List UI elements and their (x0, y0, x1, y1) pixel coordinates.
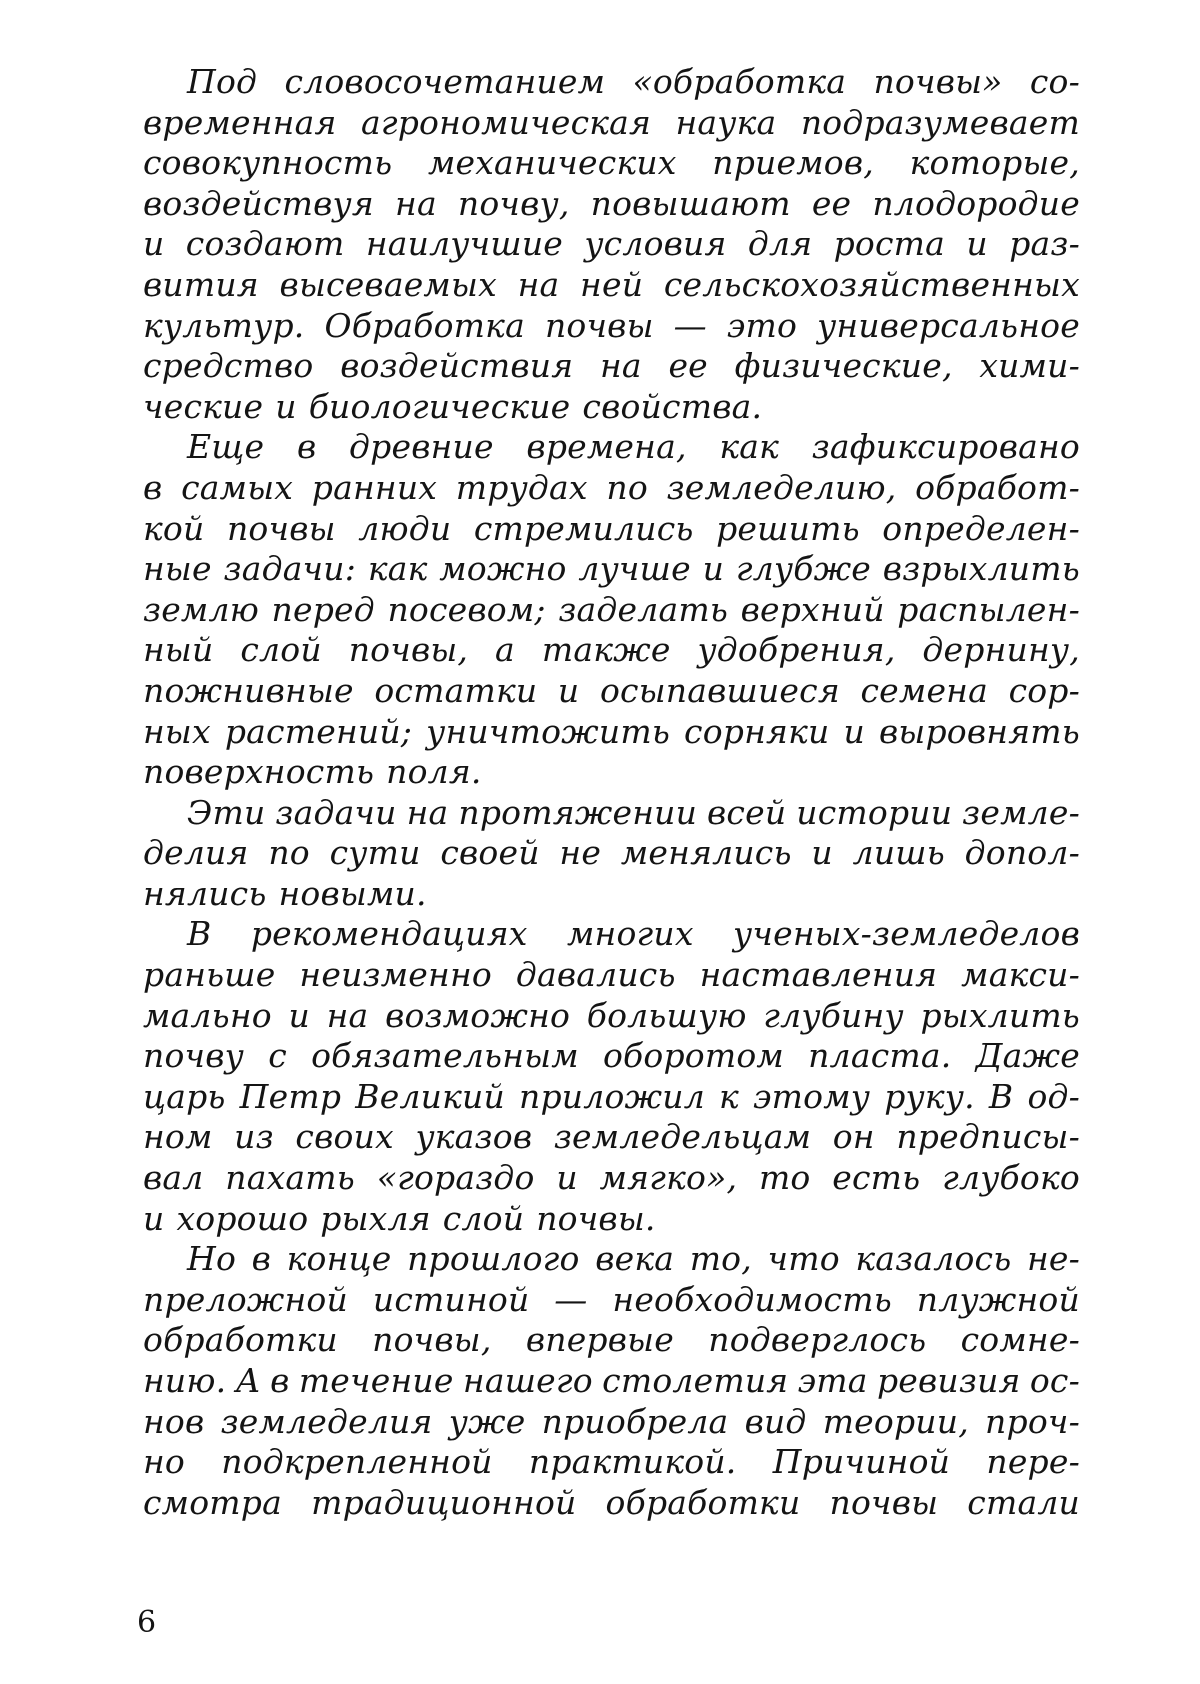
text-line: совокупность механических приемов, которые, (143, 143, 1080, 183)
text-line: нялись новыми. (143, 873, 427, 913)
text-line: Но в конце прошлого века то, что казалось не- (187, 1239, 1080, 1279)
text-line: мально и на возможно большую глубину рыхлить (143, 995, 1080, 1035)
body-text (143, 62, 1080, 1523)
text-line: воздействуя на почву, повышают ее плодородие (143, 183, 1080, 223)
page-number: 6 (137, 1605, 157, 1640)
text-line: ном из своих указов земледельцам он предписы- (143, 1117, 1080, 1157)
text-line: нов земледелия уже приобрела вид теории, проч- (143, 1401, 1080, 1441)
text-line: ные задачи: как можно лучше и глубже взрыхлить (143, 549, 1080, 589)
text-line: царь Петр Великий приложил к этому руку. В од- (143, 1076, 1080, 1116)
text-line: кой почвы люди стремились решить определен- (143, 508, 1080, 548)
text-line: поверхность поля. (143, 752, 482, 792)
text-line: и создают наилучшие условия для роста и раз- (143, 224, 1080, 264)
text-line: средство воздействия на ее физические, хими- (143, 346, 1080, 386)
paragraph (143, 62, 1080, 427)
paragraph (143, 1239, 1080, 1523)
text-line: раньше неизменно давались наставления макси- (143, 955, 1080, 995)
text-line: Еще в древние времена, как зафиксировано (187, 427, 1080, 467)
text-line: почву с обязательным оборотом пласта. Даже (143, 1036, 1080, 1076)
text-line: землю перед посевом; заделать верхний распылен- (143, 589, 1080, 629)
text-line: но подкрепленной практикой. Причиной пере- (143, 1442, 1080, 1482)
text-line: В рекомендациях многих ученых-земледелов (187, 914, 1080, 954)
text-line: пожнивные остатки и осыпавшиеся семена сор- (143, 670, 1080, 710)
text-line: смотра традиционной обработки почвы стали (143, 1482, 1080, 1522)
paragraph (143, 793, 1080, 915)
text-line: культур. Обработка почвы — это универсальное (143, 305, 1080, 345)
text-line: преложной истиной — необходимость плужной (143, 1279, 1080, 1319)
text-line: временная агрономическая наука подразумевает (143, 102, 1080, 142)
text-line: в самых ранних трудах по земледелию, обработ- (143, 467, 1080, 507)
text-line: ный слой почвы, а также удобрения, дернину, (143, 630, 1080, 670)
paragraph (143, 427, 1080, 792)
text-line: Под словосочетанием «обработка почвы» со- (187, 62, 1080, 101)
text-line: нию. А в течение нашего столетия эта ревизия ос- (143, 1361, 1080, 1400)
text-line: вития высеваемых на ней сельскохозяйственных (143, 264, 1080, 304)
text-line: делия по сути своей не менялись и лишь допол- (143, 833, 1080, 873)
text-line: вал пахать «гораздо и мягко», то есть глубоко (143, 1158, 1080, 1198)
text-line: ных растений; уничтожить сорняки и выровнять (143, 711, 1080, 751)
text-line: обработки почвы, впервые подверглось сомне- (143, 1320, 1080, 1360)
paragraph (143, 914, 1080, 1239)
text-line: и хорошо рыхля слой почвы. (143, 1198, 656, 1238)
text-line: Эти задачи на протяжении всей истории земле- (187, 792, 1080, 832)
text-line: ческие и биологические свойства. (143, 386, 763, 426)
